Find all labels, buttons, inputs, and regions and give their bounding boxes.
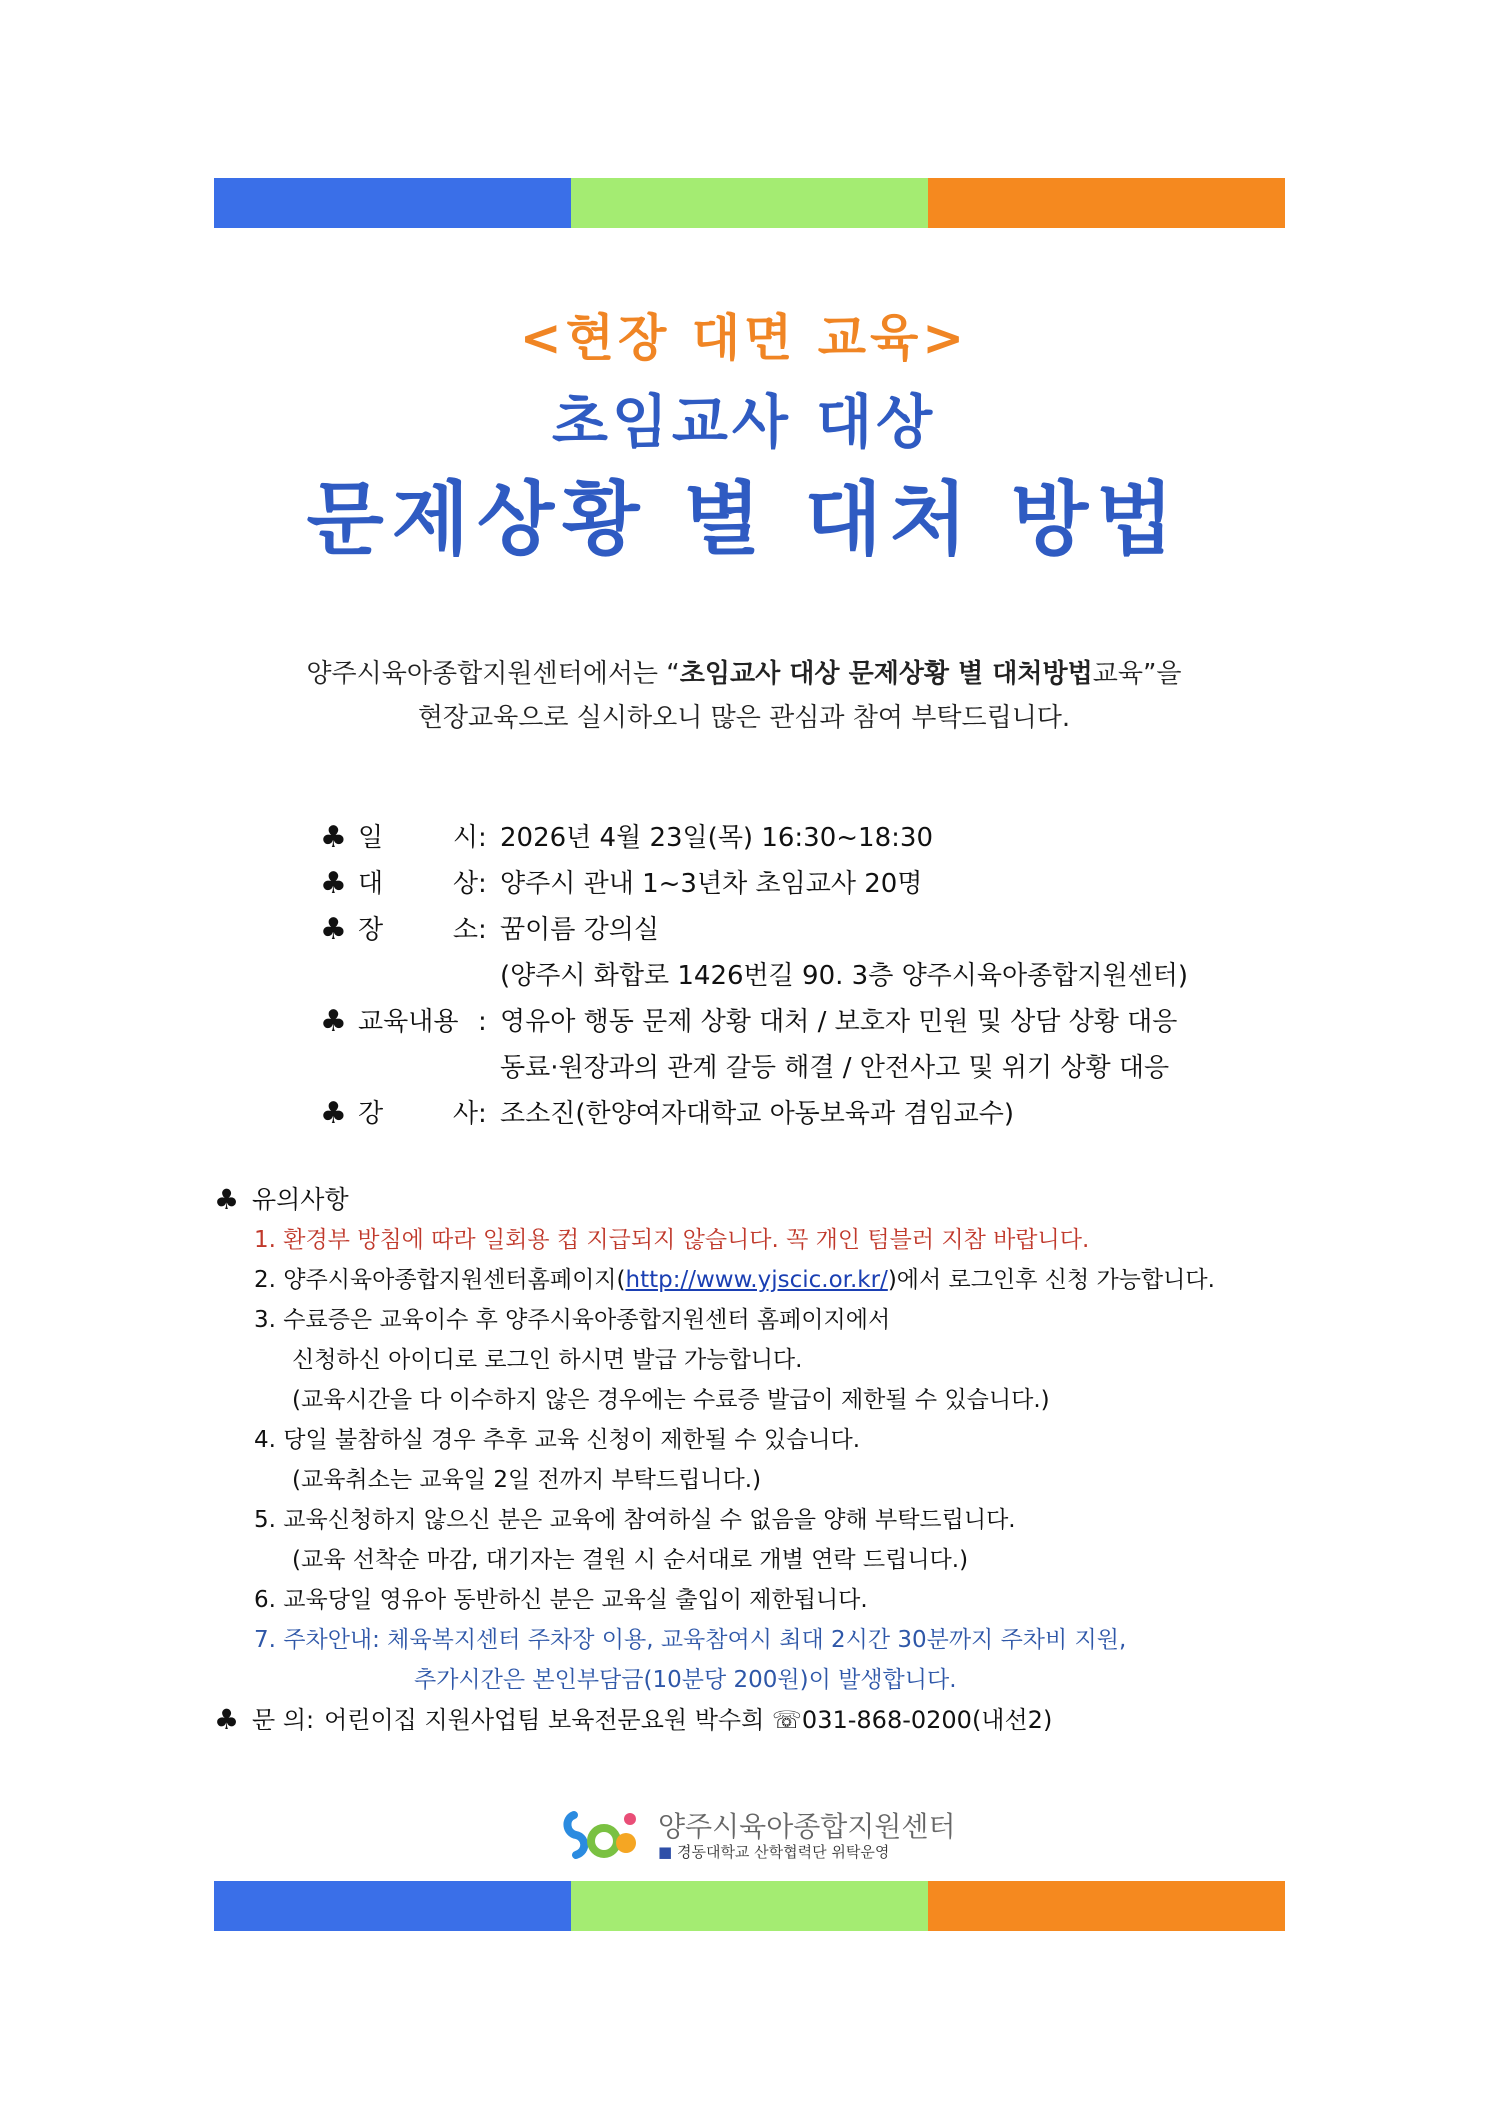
detail-lecturer: ♣ 강 사 : 조소진(한양여자대학교 아동보육과 겸임교수) — [320, 1091, 1320, 1137]
intro-line2: 현장교육으로 실시하오니 많은 관심과 참여 부탁드립니다. — [417, 703, 1071, 733]
logo-sub: ■ 경동대학교 산학협력단 위탁운영 — [658, 1843, 890, 1861]
detail-value: 양주시 관내 1~3년차 초임교사 20명 — [500, 869, 923, 899]
club-icon: ♣ — [320, 1096, 347, 1131]
detail-label: 대 상 — [358, 869, 478, 899]
intro-suffix: 교육”을 — [1092, 659, 1182, 689]
intro-prefix: 양주시육아종합지원센터에서는 “ — [306, 659, 680, 689]
detail-date: ♣ 일 시 : 2026년 4월 23일(목) 16:30~18:30 — [320, 815, 1320, 861]
club-icon: ♣ — [214, 1703, 240, 1736]
note-item: 4. 당일 불참하실 경우 추후 교육 신청이 제한될 수 있습니다. — [254, 1427, 861, 1453]
note-item: 2. 양주시육아종합지원센터홈페이지(http://www.yjscic.or.kr/)에서 로그인후 신청 가능합니다. — [254, 1267, 1215, 1293]
bar-segment-orange — [928, 1881, 1285, 1931]
note-item: 3. 수료증은 교육이수 후 양주시육아종합지원센터 홈페이지에서 — [254, 1307, 891, 1333]
contact-label: 문 의: — [252, 1706, 315, 1734]
bar-segment-green — [571, 1881, 928, 1931]
bar-segment-blue — [214, 178, 571, 228]
top-color-bar — [214, 178, 1285, 228]
bar-segment-orange — [928, 178, 1285, 228]
detail-label: 일 시 — [358, 823, 478, 853]
note-item: 1. 환경부 방침에 따라 일회용 컵 지급되지 않습니다. 꼭 개인 텀블러 지참 바랍니다. — [254, 1227, 1090, 1253]
detail-value: 영유아 행동 문제 상황 대처 / 보호자 민원 및 상담 상황 대응 — [500, 1007, 1178, 1037]
contact-text: 어린이집 지원사업팀 보육전문요원 박수희 ☏031-868-0200(내선2) — [324, 1706, 1053, 1734]
bar-segment-green — [571, 178, 928, 228]
detail-value: 조소진(한양여자대학교 아동보육과 겸임교수) — [500, 1099, 1015, 1129]
detail-place-address: (양주시 화합로 1426번길 90. 3층 양주시육아종합지원센터) — [500, 961, 1188, 991]
detail-label: 강 사 — [358, 1099, 478, 1129]
intro-paragraph — [0, 652, 1488, 740]
club-icon: ♣ — [320, 912, 347, 947]
detail-place: ♣ 장 소 : 꿈이름 강의실 — [320, 907, 1320, 953]
homepage-link[interactable]: http://www.yjscic.or.kr/ — [625, 1267, 888, 1293]
note-item-cont: (교육시간을 다 이수하지 않은 경우에는 수료증 발급이 제한될 수 있습니다.) — [292, 1387, 1050, 1413]
title-event-type: <현장 대면 교육> — [519, 309, 969, 367]
note-item: 6. 교육당일 영유아 동반하신 분은 교육실 출입이 제한됩니다. — [254, 1587, 868, 1613]
detail-label: 장 소 — [358, 915, 478, 945]
club-icon: ♣ — [320, 820, 347, 855]
detail-content: ♣ 교육내용 : 영유아 행동 문제 상황 대처 / 보호자 민원 및 상담 상황 대응 — [320, 999, 1320, 1045]
center-logo — [560, 1805, 960, 1865]
detail-value: 꿈이름 강의실 — [500, 915, 659, 945]
note-item: 7. 주차안내: 체육복지센터 주차장 이용, 교육참여시 최대 2시간 30분까지 주차비 지원, — [254, 1627, 1127, 1653]
contact-line — [214, 1700, 1314, 1740]
bar-segment-blue — [214, 1881, 571, 1931]
detail-label: 교육내용 — [358, 1007, 459, 1037]
note-item: 5. 교육신청하지 않으신 분은 교육에 참여하실 수 없음을 양해 부탁드립니다. — [254, 1507, 1016, 1533]
note-item-cont: 추가시간은 본인부담금(10분당 200원)이 발생합니다. — [414, 1667, 957, 1693]
logo-mark-icon — [560, 1805, 640, 1865]
club-icon: ♣ — [214, 1183, 240, 1216]
logo-name: 양주시육아종합지원센터 — [658, 1810, 956, 1843]
detail-target: ♣ 대 상 : 양주시 관내 1~3년차 초임교사 20명 — [320, 861, 1320, 907]
club-icon: ♣ — [320, 866, 347, 901]
event-details — [320, 815, 1320, 1137]
note-item-cont: (교육 선착순 마감, 대기자는 결원 시 순서대로 개별 연락 드립니다.) — [292, 1547, 969, 1573]
club-icon: ♣ — [320, 1004, 347, 1039]
title-target: 초임교사 대상 — [551, 388, 937, 456]
intro-bold: 초임교사 대상 문제상황 별 대처방법 — [679, 659, 1093, 689]
bottom-color-bar — [214, 1881, 1285, 1931]
detail-content-cont: 동료·원장과의 관계 갈등 해결 / 안전사고 및 위기 상황 대응 — [500, 1053, 1170, 1083]
note-item-cont: 신청하신 아이디로 로그인 하시면 발급 가능합니다. — [292, 1347, 803, 1373]
page-title: 문제상황 별 대처 방법 — [306, 473, 1182, 566]
university-seal-icon: ■ — [658, 1843, 673, 1861]
notes-section — [214, 1180, 1314, 1740]
detail-value: 2026년 4월 23일(목) 16:30~18:30 — [500, 823, 933, 853]
note-item-cont: (교육취소는 교육일 2일 전까지 부탁드립니다.) — [292, 1467, 762, 1493]
notes-heading: ♣ 유의사항 — [214, 1180, 1314, 1220]
